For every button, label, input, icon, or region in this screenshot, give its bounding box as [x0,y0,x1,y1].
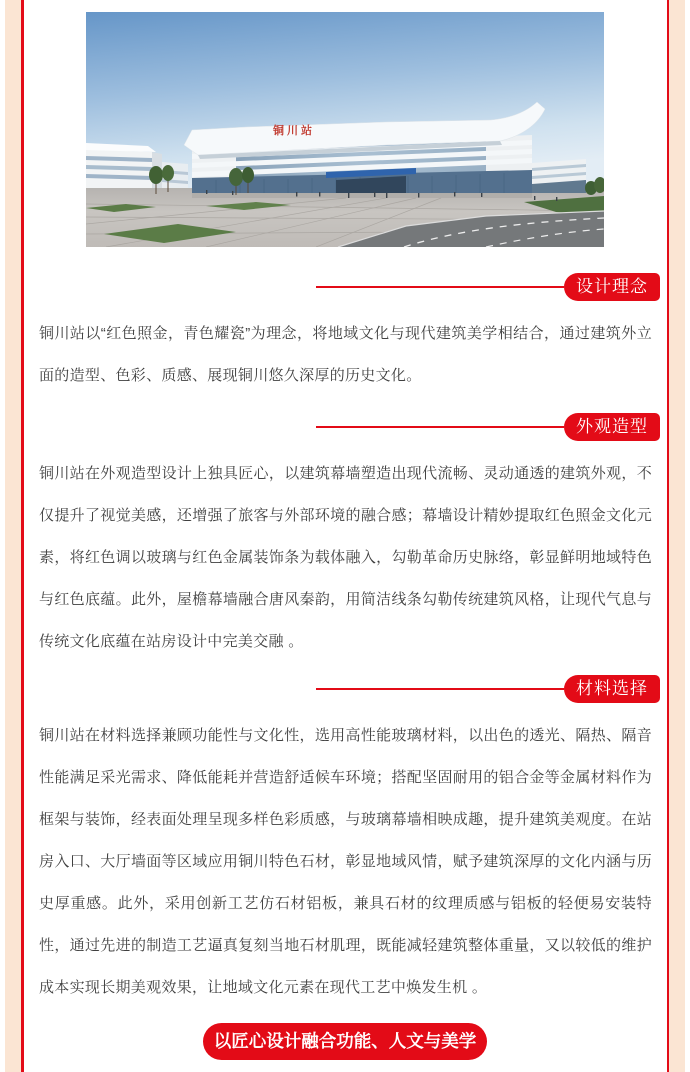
paragraph-material-selection: 铜川站在材料选择兼顾功能性与文化性，选用高性能玻璃材料，以出色的透光、隔热、隔音性能满足采光需求、降低能耗并营造舒适候车环境；搭配坚固耐用的铝合金等金属材料作为框架与装饰，经表面处理呈现多样色彩质感，与玻璃幕墙相映成趣，提升建筑美观度。在站房入口、大厅墙面等区域应用铜川特色石材，彰显地域风情，赋予建筑深厚的文化内涵与历史厚重感。此外，采用创新工艺仿石材铝板，兼具石材的纹理质感与铝板的轻便易安装特性，通过先进的制造工艺逼真复刻当地石材肌理，既能减轻建筑整体重量，又以较低的维护成本实现长期美观效果，让地域文化元素在现代工艺中焕发生机 。 [39,727,652,996]
section-header-design-concept [0,273,660,301]
section-header-exterior-design [0,413,660,441]
section-header-material-selection [0,675,660,703]
hero-station-image[interactable] [86,12,604,247]
paragraph-exterior-design: 铜川站在外观造型设计上独具匠心，以建筑幕墙塑造出现代流畅、灵动通透的建筑外观，不仅提升了视觉美感，还增强了旅客与外部环境的融合感；幕墙设计精妙提取红色照金文化元素，将红色调以玻璃与红色金属装饰条为载体融入，勾勒革命历史脉络，彰显鲜明地域特色与红色底蕴。此外，屋檐幕墙融合唐风秦韵，用简洁线条勾勒传统建筑风格，让现代气息与传统文化底蕴在站房设计中完美交融 。 [39,465,652,650]
section-divider-line [316,688,564,690]
station-rendering [86,12,604,247]
right-annex [532,159,586,193]
section-badge-material-selection [564,675,660,703]
footer-slogan-banner: 以匠心设计融合功能、人文与美学 [203,1023,487,1060]
section-badge-label: 设计理念 [576,277,648,296]
left-building [86,143,162,188]
paragraph-design-concept: 铜川站以“红色照金，青色耀瓷”为理念，将地域文化与现代建筑美学相结合，通过建筑外立面的造型、色彩、质感、展现铜川悠久深厚的历史文化。 [39,325,652,384]
section-badge-design-concept [564,273,660,301]
section-badge-exterior-design [564,413,660,441]
article-content [0,12,690,1060]
station-sign-text: 铜川站 [273,125,315,137]
section-divider-line [316,426,564,428]
section-badge-label: 材料选择 [576,679,648,698]
section-divider-line [316,286,564,288]
section-badge-label: 外观造型 [576,417,648,436]
